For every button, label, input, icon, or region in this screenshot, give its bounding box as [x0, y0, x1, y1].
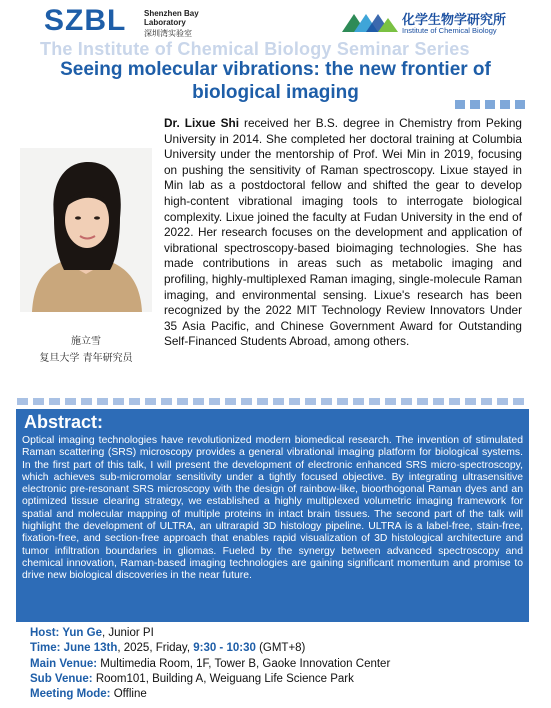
- szbl-logo-english-line2: Laboratory: [144, 18, 186, 27]
- decor-square: [369, 398, 380, 405]
- main-venue-row: [30, 657, 530, 672]
- decor-square: [65, 398, 76, 405]
- time-label: Time:: [30, 642, 64, 655]
- decor-square: [497, 398, 508, 405]
- decor-square: [209, 398, 220, 405]
- host-label: Host:: [30, 627, 63, 639]
- speaker-photo: [20, 148, 152, 312]
- decor-square: [225, 398, 236, 405]
- decor-square: [470, 100, 480, 109]
- decor-square: [193, 398, 204, 405]
- abstract-box: [16, 409, 529, 622]
- time-date: June 13th: [63, 642, 118, 655]
- decor-square: [513, 398, 524, 405]
- speaker-portrait-image: [20, 148, 152, 312]
- decor-square: [81, 398, 92, 405]
- decor-square: [449, 398, 460, 405]
- decor-square: [515, 100, 525, 109]
- time-row: [30, 641, 530, 656]
- decor-square: [465, 398, 476, 405]
- decor-square: [145, 398, 156, 405]
- decor-square: [401, 398, 412, 405]
- decor-square: [17, 398, 28, 405]
- decor-square: [321, 398, 332, 405]
- decor-square: [337, 398, 348, 405]
- decor-square: [33, 398, 44, 405]
- icb-logo-chinese: 化学生物学研究所: [402, 12, 507, 27]
- speaker-name-chinese: 施立雪: [71, 336, 101, 347]
- talk-title: Seeing molecular vibrations: the new frontier of biological imaging: [60, 59, 491, 103]
- speaker-bio-name: Dr. Lixue Shi: [164, 116, 239, 130]
- szbl-logo: [44, 4, 199, 40]
- meeting-mode-row: [30, 687, 530, 702]
- meeting-mode-value: Offline: [113, 688, 147, 701]
- decor-square: [97, 398, 108, 405]
- icb-logo-english: Institute of Chemical Biology: [402, 26, 497, 35]
- sub-venue-label: Sub Venue:: [30, 672, 96, 685]
- decor-square: [385, 398, 396, 405]
- speaker-bio: [164, 116, 522, 350]
- decor-square: [113, 398, 124, 405]
- sub-venue-value: Room101, Building A, Weiguang Life Science Park: [95, 672, 354, 685]
- main-venue-label: Main Venue:: [30, 657, 101, 670]
- szbl-logo-mark: SZBL: [44, 4, 127, 37]
- speaker-bio-text: received her B.S. degree in Chemistry from Peking University in 2014. She completed her doctoral training at Columbia University under the mentorship of Prof. Wei Min in 2019, focusing on pushing the sensitivity of Raman spectroscopy. Lixue stayed in Min lab as a postdoctoral fellow and shifted the gear to develop high-content vibrational imaging tools to interrogate biological complexity. Lixue joined the faculty at Fudan University in the end of 2022. Her research focuses on the development and application of vibrational spectroscopy-based bioimaging technologies. She has made contributions in areas such as metabolic imaging and profiling, highly-multiplexed Raman imaging, single-molecule Raman imaging, and environmental sensing. Lixue's research has been recognized by the 2022 MIT Technology Review Innovators Under 35 Asia Pacific, and Chinese Government Award for Outstanding Self-Financed Students Abroad, among others.: [164, 116, 523, 349]
- decor-square: [241, 398, 252, 405]
- decor-square: [257, 398, 268, 405]
- event-info: [30, 626, 530, 702]
- decor-square: [161, 398, 172, 405]
- main-venue-value: Multimedia Room, 1F, Tower B, Gaoke Innovation Center: [100, 657, 391, 670]
- decor-square: [455, 100, 465, 109]
- decor-square: [500, 100, 510, 109]
- decor-square: [485, 100, 495, 109]
- time-middle: , 2025, Friday,: [117, 642, 194, 655]
- icb-logo: [340, 8, 540, 38]
- host-name: Yun Ge: [62, 627, 102, 639]
- decor-square: [417, 398, 428, 405]
- time-timezone: (GMT+8): [255, 642, 306, 655]
- decor-square: [433, 398, 444, 405]
- decor-square: [481, 398, 492, 405]
- decor-square: [289, 398, 300, 405]
- szbl-logo-english: [144, 9, 204, 27]
- time-hours: 9:30 - 10:30: [193, 642, 256, 655]
- decor-square: [129, 398, 140, 405]
- meeting-mode-label: Meeting Mode:: [30, 688, 114, 701]
- decor-square: [273, 398, 284, 405]
- icb-wave-logo-icon: [340, 8, 400, 38]
- szbl-logo-english-line1: Shenzhen Bay: [144, 9, 199, 18]
- decor-square: [353, 398, 364, 405]
- szbl-logo-chinese: 深圳湾实验室: [144, 29, 192, 38]
- series-watermark: The Institute of Chemical Biology Seminar Series: [40, 39, 470, 59]
- abstract-heading: Abstract:: [24, 412, 104, 432]
- host-row: [30, 626, 530, 641]
- speaker-affiliation-chinese: 复旦大学 青年研究员: [39, 353, 133, 364]
- sub-venue-row: [30, 672, 530, 687]
- decor-square: [177, 398, 188, 405]
- decor-square: [49, 398, 60, 405]
- abstract-text: Optical imaging technologies have revolutionized modern biomedical research. The invention of stimulated Raman scattering (SRS) microscopy provides a general vibrational imaging platform for biological systems. In the first part of this talk, I will present the development of electronic enhanced SRS micro-spectroscopy, which achieves sub-micromolar sensitivity under a tightly focused objective. By integrating ultrasensitive electronic pre-resonant SRS microscopy with the design of rainbow-like, bioorthogonal Raman dyes and an optimized tissue clearing strategy, we established a highly multiplexed volumetric imaging framework for spatial and molecular mapping of multiple proteins in intact brain tissues. The second part of the talk will highlight the development of ULTRA, an ultrarapid 3D histology pipeline. ULTRA is a label-free, stain-free, fixation-free, and section-free approach that enables rapid visualization of 3D histological architecture and tumor infiltration boundaries in gliomas. Fueled by the synergy between advanced spectroscopy and chemical innovation, Raman-based imaging technologies are gaining significant momentum and promise to drive new biological discoveries in the near future.: [22, 435, 523, 582]
- decor-square: [305, 398, 316, 405]
- host-title: , Junior PI: [102, 627, 154, 639]
